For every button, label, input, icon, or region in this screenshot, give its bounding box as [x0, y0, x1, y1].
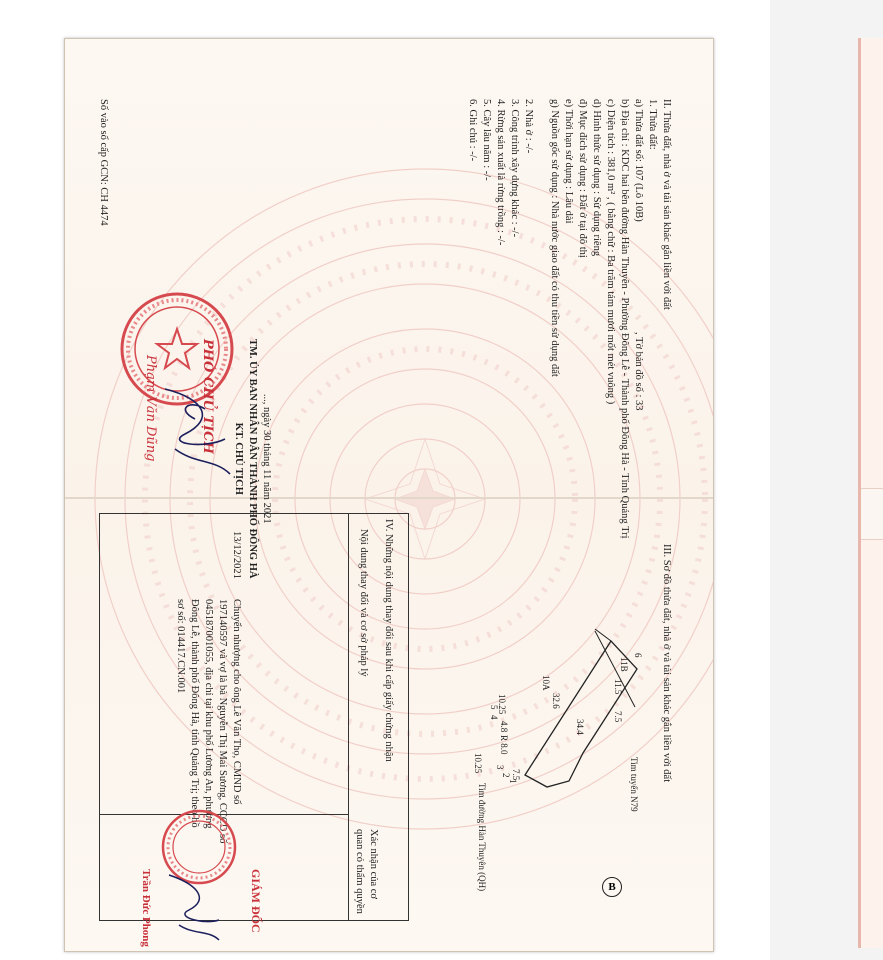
planted-forest-info: 4. Rừng sản xuất là rừng trồng : -/-	[495, 99, 506, 246]
point-1: 1	[508, 779, 518, 784]
land-area: c) Diện tích : 381,0 m² , ( bằng chữ : Ba trăm tám mươi mốt mét vuông )	[605, 99, 616, 405]
road-n79-label: Tim tuyến N79	[629, 757, 639, 812]
section2-title: II. Thửa đất, nhà ở và tài sản khác gắn liền với đất	[661, 99, 672, 310]
certificate-page	[64, 38, 714, 952]
land-parcel-number: a) Thửa đất số: 107 (Lô 10B)	[633, 99, 644, 222]
section3-title: III. Sơ đồ thửa đất, nhà ở và tài sản khác gắn liền với đất	[661, 544, 672, 783]
change-content-line: 045187001055, địa chỉ tại khu phố Lương An, phường	[203, 599, 214, 829]
subsection-land-title: 1. Thửa đất:	[647, 99, 658, 150]
vice-chairman-name: Phạm Văn Dũng	[143, 355, 158, 462]
point-4: 4	[489, 715, 499, 720]
label-11b: 11B	[619, 657, 629, 672]
usage-purpose: đ) Mục đích sử dụng : Đất ở tại đô thị	[577, 99, 588, 258]
point-2: 2	[501, 773, 511, 778]
changes-col-confirm-header-2: quan có thẩm quyền	[354, 829, 365, 914]
dim-32-6: 32.6	[551, 693, 561, 709]
map-sheet-number: , Tờ bản đồ số : 33	[633, 331, 644, 411]
change-content-line: Chuyển nhượng cho ông Lê Văn Thọ, CMND số	[231, 599, 242, 805]
land-plot-diagram	[405, 599, 665, 799]
usage-origin: g) Nguồn gốc sử dụng : Nhà nước giao đất có thu tiền sử dụng đất	[549, 99, 560, 377]
committee-role-1: KT. CHỦ TỊCH	[233, 422, 244, 495]
committee-handwritten-signature	[145, 379, 245, 489]
director-name: Trần Đức Phong	[140, 869, 152, 947]
road-han-thuyen-label: Tim đường Hàn Thuyên (QH)	[477, 783, 487, 892]
point-6: 6	[633, 653, 643, 658]
point-3: 3	[495, 765, 505, 770]
dim-34-4: 34.4	[575, 719, 585, 735]
house-info: 2. Nhà ở : -/-	[523, 99, 534, 154]
change-date: 13/12/2021	[231, 531, 242, 579]
director-handwritten-signature	[159, 865, 229, 945]
changes-col-content-header: Nội dung thay đổi và cơ sở pháp lý	[358, 529, 369, 677]
dim-10-25-b: 10.25	[473, 753, 483, 774]
usage-term: e) Thời hạn sử dụng : Lâu dài	[563, 99, 574, 224]
change-content-line: sơ số: 014417.CN.001	[175, 599, 186, 694]
section2-block	[465, 99, 673, 539]
radius-label: R 8.0	[499, 735, 509, 755]
section4-title: IV. Những nội dung thay đổi sau khi cấp giấy chứng nhận	[383, 519, 394, 762]
north-arrow-icon: B	[602, 877, 622, 897]
director-title: GIÁM ĐỐC	[249, 869, 263, 933]
vice-chairman-title: PHÓ CHỦ TỊCH	[200, 339, 215, 454]
changes-col-confirm-header-1: Xác nhận của cơ	[368, 829, 379, 899]
dim-10-25-a: 10.25	[497, 694, 507, 715]
label-10a: 10A	[541, 675, 551, 691]
next-page-edge	[858, 38, 883, 948]
perennial-trees-info: 5. Cây lâu năm : -/-	[481, 99, 492, 181]
land-address: b) Địa chỉ : KDC hai bên đường Hàn Thuyên - Phường Đông Lễ - Thành phố Đông Hà - Tỉnh Quảng Trị	[619, 99, 630, 539]
dim-7-5-bottom: 7.5	[511, 769, 521, 781]
usage-form: d) Hình thức sử dụng : Sử dụng riêng	[591, 99, 602, 257]
book-entry-number: Số vào sổ cấp GCN: CH 4474	[98, 99, 109, 226]
point-5: 5	[489, 705, 499, 710]
other-construction-info: 3. Công trình xây dựng khác : -/-	[509, 99, 520, 238]
dim-7-5-top: 7.5	[613, 711, 623, 723]
change-content-line: 197140597 và vợ là bà Nguyễn Thị Mai Sương, CCCD số	[217, 599, 228, 844]
dim-4-8: 4.8	[499, 721, 509, 733]
dim-11-5: 11.5	[613, 679, 623, 695]
issue-date: ..., ngày 30 tháng 11 năm 2021	[261, 393, 272, 524]
committee-org: TM. ỦY BAN NHÂN DÂN THÀNH PHỐ ĐÔNG HÀ	[247, 339, 258, 579]
change-content-line: Đông Lễ, thành phố Đông Hà, tỉnh Quảng Trị; theo hồ	[189, 599, 200, 828]
notes-info: 6. Ghi chú : -/-	[467, 99, 478, 162]
